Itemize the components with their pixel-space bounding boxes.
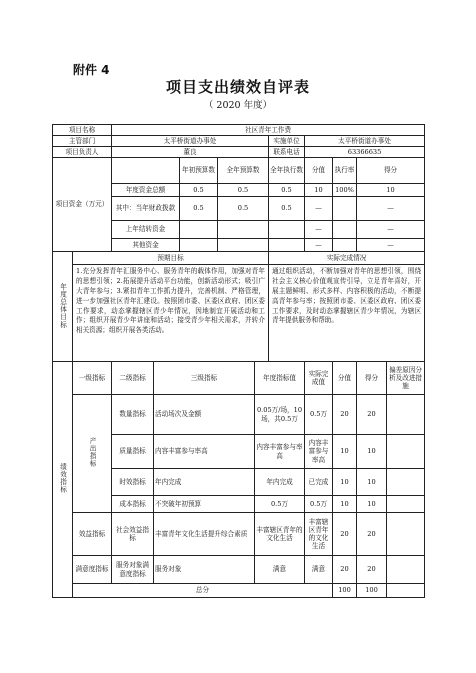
indicator-level3: 活动场次及金额 [154,395,255,435]
funds-row-label: 其他资金 [112,239,180,252]
indicator-score: 10 [357,469,387,496]
funds-exec: 0.5 [269,197,305,221]
total-label: 总分 [73,584,333,598]
total-row [53,584,425,598]
phone-label: 联系电话 [269,147,305,158]
goals-header-row [53,252,425,265]
project-name-value: 社区青年工作费 [112,125,425,136]
actual-completion-text: 通过组织活动，不断加强对青年的思想引领，围绕社会主义核心价值观宣传引导，立足青年喜好，开展主题鲜明、形式多样、内容积极的活动，不断提高青年参与率；按照团市委、区委区政府、团区委工作要求，及时动态掌握辖区青少年情况，为辖区青年提供服务和帮助。 [269,265,425,362]
indicator-row [53,513,425,556]
dept-row [53,136,425,147]
funds-rate [333,221,357,239]
indicator-level3: 内容丰富参与率高 [154,435,255,469]
indicator-row [53,395,425,435]
indicator-value: 10 [333,435,357,469]
indicator-annual: 满意 [255,556,305,584]
funds-row-label: 上年结转资金 [112,221,180,239]
indicator-reason [387,556,425,584]
funds-full: 0.5 [218,197,269,221]
funds-section-label: 项目资金（万元） [53,158,112,252]
indicator-annual: 内容丰富参与率高 [255,435,305,469]
col-reason: 偏差原因分析及改进措施 [387,362,425,395]
col-score-value: 分值 [333,362,357,395]
funds-value: 10 [305,184,333,197]
indicator-reason [387,469,425,496]
funds-exec [269,239,305,252]
indicator-level3: 服务对象 [154,556,255,584]
funds-exec: 0.5 [269,184,305,197]
funds-row-label: 年度资金总额 [112,184,180,197]
indicator-value: 20 [333,513,357,556]
indicator-header-row [53,362,425,395]
leader-label: 项目负责人 [53,147,112,158]
funds-annual [180,239,218,252]
indicator-level3: 年内完成 [154,469,255,496]
total-value: 100 [333,584,357,598]
impl-value: 太平桥街道办事处 [305,136,425,147]
funds-rate: 100% [333,184,357,197]
phone-value: 63366635 [305,147,425,158]
indicator-score: 10 [357,435,387,469]
project-name-row [53,125,425,136]
impl-label: 实施单位 [269,136,305,147]
col-score: 得分 [357,362,387,395]
col-actual-value: 实际完成值 [305,362,333,395]
indicator-actual: 丰富辖区青年的文化生活 [305,513,333,556]
dept-label: 主管部门 [53,136,112,147]
dept-value: 太平桥街道办事处 [112,136,269,147]
indicator-actual: 0.5万 [305,496,333,513]
attachment-label: 附件 4 [73,63,110,77]
indicator-reason [387,496,425,513]
funds-full [218,221,269,239]
indicator-level3: 不突破年初预算 [154,496,255,513]
indicator-level2: 时效指标 [112,469,154,496]
col-level2: 二级指标 [112,362,154,395]
funds-rate [333,197,357,221]
funds-full: 0.5 [218,184,269,197]
funds-value: — [305,221,333,239]
funds-score: — [357,239,425,252]
indicator-reason [387,395,425,435]
indicator-level2: 成本指标 [112,496,154,513]
page-title: 项目支出绩效自评表 [165,78,310,96]
col-score: 得分 [357,158,425,184]
indicator-actual: 内容丰富参与率高 [305,435,333,469]
indicator-annual: 年内完成 [255,469,305,496]
actual-completion-label: 实际完成情况 [269,252,425,265]
indicator-reason [387,435,425,469]
expected-goal-label: 预期目标 [73,252,269,265]
funds-annual: 0.5 [180,184,218,197]
goals-section-label: 年度总体目标 [53,252,73,362]
funds-full [218,239,269,252]
funds-score: 10 [357,184,425,197]
indicator-level2: 社会效益指标 [112,513,154,556]
indicator-score: 20 [357,395,387,435]
indicators-section-label: 绩效指标 [53,362,73,598]
indicator-annual: 丰富辖区青年的文化生活 [255,513,305,556]
output-indicator-label: 产出指标 [73,395,112,513]
indicator-value: 20 [333,556,357,584]
indicator-actual: 满意 [305,556,333,584]
indicator-score: 20 [357,513,387,556]
col-exec-rate: 执行率 [333,158,357,184]
funds-score: — [357,197,425,221]
col-level3: 三级指标 [154,362,255,395]
goals-body-row [53,265,425,362]
indicator-value: 20 [333,395,357,435]
funds-annual [180,221,218,239]
indicator-level2: 质量指标 [112,435,154,469]
col-annual-budget: 年初预算数 [180,158,218,184]
indicator-actual: 已完成 [305,469,333,496]
funds-value: — [305,239,333,252]
funds-header-row [53,158,425,184]
col-full-budget: 全年预算数 [218,158,269,184]
leader-row [53,147,425,158]
col-level1: 一级指标 [73,362,112,395]
funds-row-label: 其中：当年财政拨款 [112,197,180,221]
col-score-value: 分值 [305,158,333,184]
effect-indicator-label: 效益指标 [73,513,112,556]
indicator-level3: 丰富青年文化生活提升综合素质 [154,513,255,556]
satisfaction-indicator-label: 满意度指标 [73,556,112,584]
funds-exec [269,221,305,239]
funds-score: — [357,221,425,239]
indicator-score: 10 [357,496,387,513]
col-annual-value: 年度指标值 [255,362,305,395]
col-full-exec: 全年执行数 [269,158,305,184]
funds-value: — [305,197,333,221]
indicator-level2: 数量指标 [112,395,154,435]
indicator-actual: 0.5万 [305,395,333,435]
indicator-row [53,556,425,584]
indicator-value: 10 [333,496,357,513]
indicator-annual: 0.5万 [255,496,305,513]
project-name-label: 项目名称 [53,125,112,136]
expected-goal-text: 1.充分发挥青年汇服务中心、服务青年的载体作用，加强对青年的思想引领；2.拓展提升活动平台功能，创新活动形式；吸引广大青年参与；3.紧扣青年工作抓力提升，完善机制、严格管理，进一步加强社区青年汇建设。按照团市委、区委区政府、团区委工作要求，动态掌握辖区青少年情况，因地制宜开展活动和工作；组织开展青少年讲座和活动；接受青少年相关需求，并转介相关资源；组织开展各类活动。 [73,265,269,362]
indicator-value: 10 [333,469,357,496]
evaluation-table [52,124,425,598]
indicator-reason [387,513,425,556]
indicator-level2: 服务对象满意度指标 [112,556,154,584]
indicator-annual: 0.05万/场，10场，共0.5万 [255,395,305,435]
leader-value: 董良 [112,147,269,158]
indicator-score: 20 [357,556,387,584]
year-label: （ 2020 年度） [203,100,273,111]
total-score: 100 [357,584,387,598]
funds-annual: 0.5 [180,197,218,221]
funds-rate [333,239,357,252]
